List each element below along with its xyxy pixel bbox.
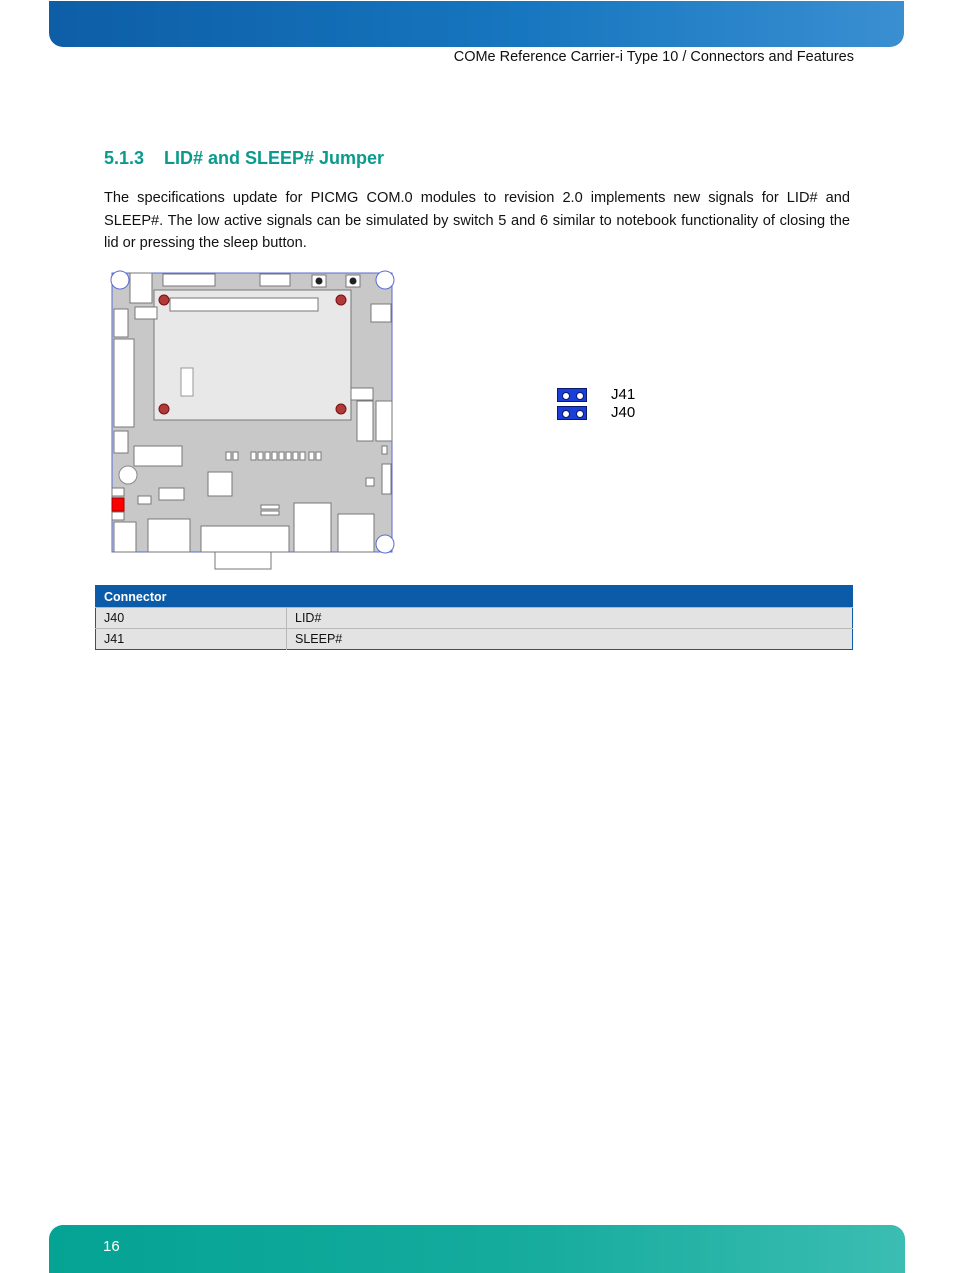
section-title: LID# and SLEEP# Jumper <box>164 148 385 168</box>
footer-banner <box>49 1225 905 1273</box>
page-number: 16 <box>103 1238 120 1255</box>
body-paragraph: The specifications update for PICMG COM.0 modules to revision 2.0 implements new signals for LID# and SLEEP#. The low active signals can be simulated by switch 5 and 6 similar to notebook functionality of closing the lid or pressing the sleep button. <box>104 190 850 251</box>
table-row <box>96 629 853 650</box>
legend-row-j40 <box>556 404 676 422</box>
section-heading <box>104 148 384 169</box>
table-row <box>96 608 853 629</box>
table-cell-connector: J41 <box>96 629 287 650</box>
table-header-row <box>96 586 853 608</box>
jumper-legend <box>556 386 676 422</box>
header-banner <box>49 1 904 47</box>
jumper-icon <box>557 388 587 402</box>
legend-label-j41: J41 <box>611 386 636 403</box>
legend-row-j41 <box>556 386 676 404</box>
running-header: COMe Reference Carrier-i Type 10 / Connectors and Features <box>453 49 854 65</box>
section-number: 5.1.3 <box>104 148 145 168</box>
board-diagram <box>108 268 398 573</box>
table-cell-signal: LID# <box>287 608 853 629</box>
jumper-icon <box>557 406 587 420</box>
legend-label-j40: J40 <box>611 404 636 421</box>
table-cell-connector: J40 <box>96 608 287 629</box>
table-header-connector: Connector <box>96 586 853 608</box>
table-cell-signal: SLEEP# <box>287 629 853 650</box>
connector-table <box>95 585 853 650</box>
board-layout-drawing <box>108 268 398 573</box>
